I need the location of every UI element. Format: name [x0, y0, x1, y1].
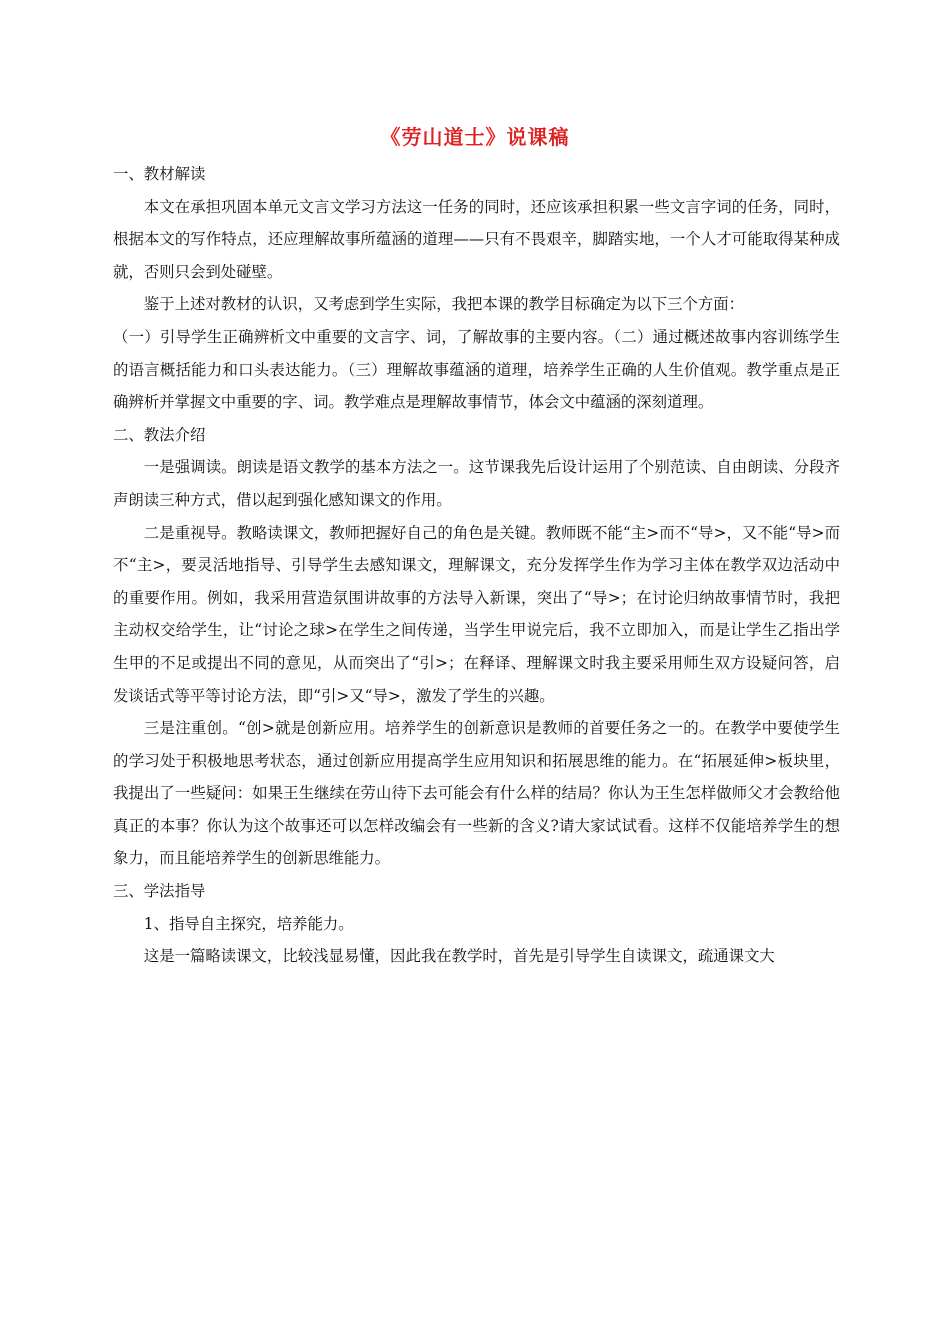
- paragraph-teaching-goals: （一）引导学生正确辨析文中重要的文言字、词，了解故事的主要内容。（二）通过概述故事内容训练学生的语言概括能力和口头表达能力。（三）理解故事蕴涵的道理，培养学生正确的人生价值观。教学重点是正确辨析并掌握文中重要的字、词。教学难点是理解故事情节，体会文中蕴涵的深刻道理。: [113, 327, 840, 412]
- document-body: [113, 158, 840, 973]
- section-heading-3: 三、学法指导: [113, 882, 206, 901]
- section-heading-2: 二、教法介绍: [113, 425, 206, 444]
- document-title: 《劳山道士》说课稿: [380, 125, 570, 149]
- section-heading-1: 一、教材解读: [113, 165, 206, 183]
- paragraph-textbook-analysis: 本文在承担巩固本单元文言文学习方法这一任务的同时，还应该承担积累一些文言字词的任务，同时，根据本文的写作特点，还应理解故事所蕴涵的道理——只有不畏艰辛，脚踏实地，一个人才可能取得某种成就，否则只会到处碰壁。: [113, 197, 840, 281]
- paragraph-method-creating: 三是注重创。“创>就是创新应用。培养学生的创新意识是教师的首要任务之一的。在教学中要使学生的学习处于积极地思考状态，通过创新应用提高学生应用知识和拓展思维的能力。在“拓展延伸>板块里，我提出了一些疑问：如果王生继续在劳山待下去可能会有什么样的结局？你认为王生怎样做师父才会教给他真正的本事？你认为这个故事还可以怎样改编会有一些新的含义?请大家试试看。这样不仅能培养学生的想象力，而且能培养学生的创新思维能力。: [113, 719, 840, 868]
- paragraph-method-guiding: 二是重视导。教略读课文，教师把握好自己的角色是关键。教师既不能“主>而不“导>，又不能“导>而不“主>，要灵活地指导、引导学生去感知课文，理解课文，充分发挥学生作为学习主体在教学双边活动中的重要作用。例如，我采用营造氛围讲故事的方法导入新课，突出了“导>；在讨论归纳故事情节时，我把主动权交给学生，让“讨论之球>在学生之间传递，当学生甲说完后，我不立即加入，而是让学生乙指出学生甲的不足或提出不同的意见，从而突出了“引>；在释译、理解课文时我主要采用师生双方设疑问答，启发谈话式等平等讨论方法，即“引>又“导>，激发了学生的兴趣。: [113, 523, 840, 705]
- paragraph-study-guide-1: 1、指导自主探究，培养能力。: [143, 914, 354, 933]
- paragraph-method-reading: 一是强调读。朗读是语文教学的基本方法之一。这节课我先后设计运用了个别范读、自由朗读、分段齐声朗读三种方式，借以起到强化感知课文的作用。: [113, 458, 840, 509]
- paragraph-study-guide-2: 这是一篇略读课文，比较浅显易懂，因此我在教学时，首先是引导学生自读课文，疏通课文大: [143, 947, 775, 966]
- paragraph-teaching-goals-intro: 鉴于上述对教材的认识，又考虑到学生实际，我把本课的教学目标确定为以下三个方面：: [143, 295, 745, 314]
